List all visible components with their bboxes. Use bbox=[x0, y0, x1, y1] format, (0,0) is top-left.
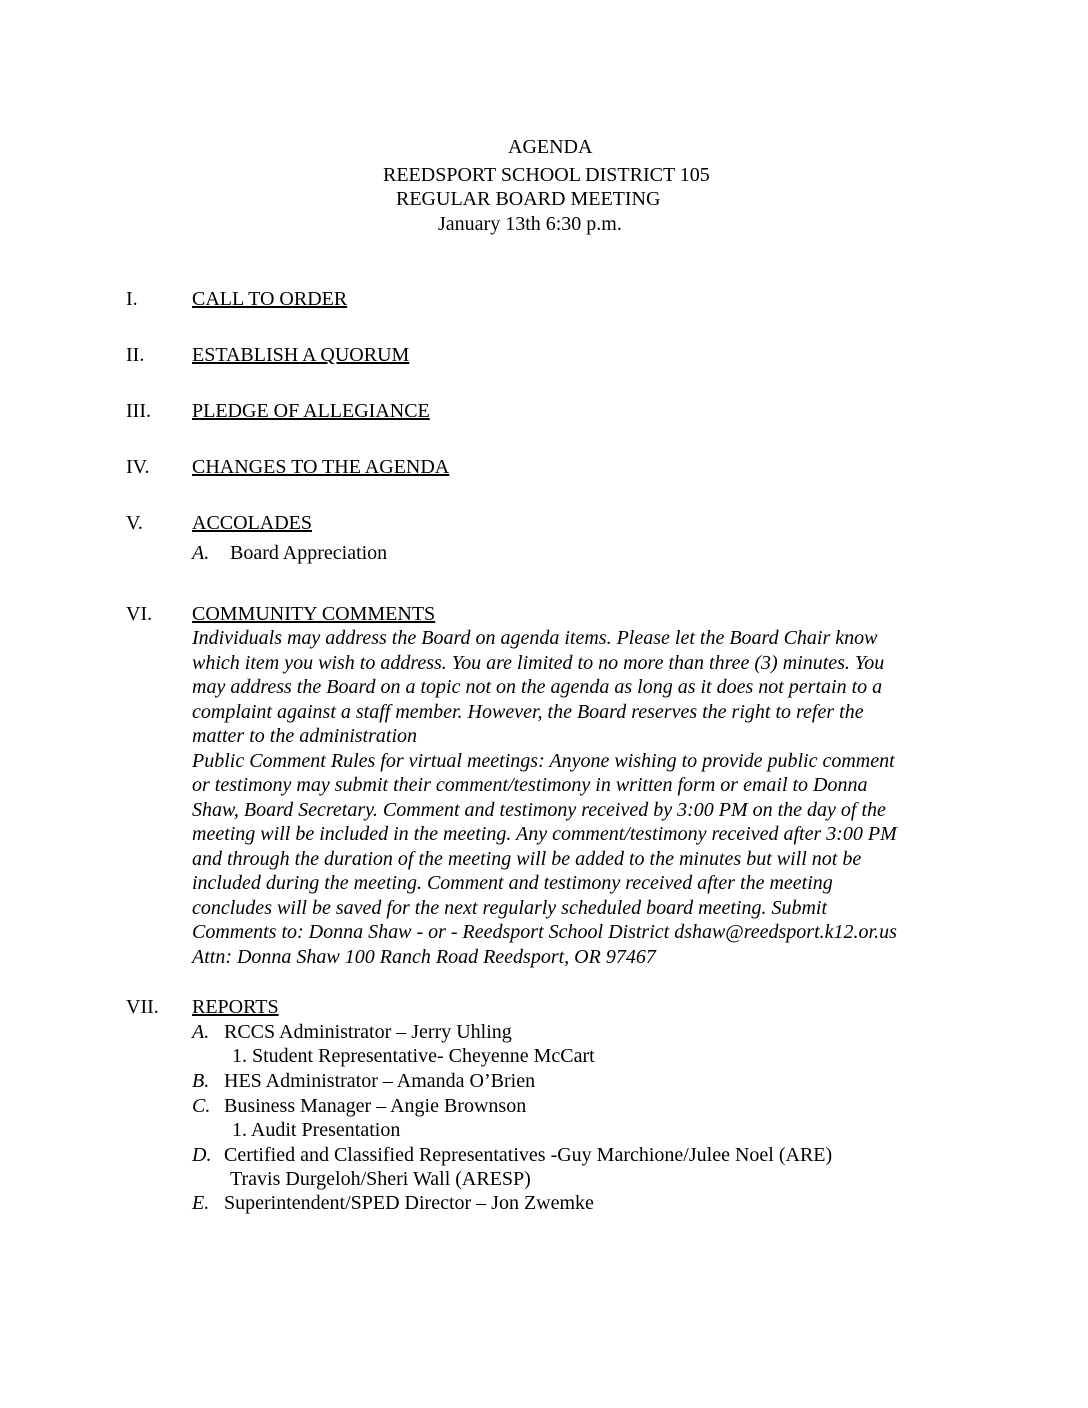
report-item-c-sub: 1. Audit Presentation bbox=[232, 1119, 401, 1141]
report-item-a bbox=[192, 1020, 512, 1044]
section-pledge: PLEDGE OF ALLEGIANCE bbox=[192, 400, 430, 422]
section-call-to-order: CALL TO ORDER bbox=[192, 288, 348, 310]
section-number: I. bbox=[126, 288, 138, 310]
community-comments-text bbox=[192, 626, 962, 969]
item-text: Business Manager – Angie Brownson bbox=[224, 1095, 527, 1117]
item-letter: A. bbox=[192, 1021, 210, 1043]
section-number: II. bbox=[126, 344, 145, 366]
meeting-date-time: January 13th 6:30 p.m. bbox=[438, 213, 622, 235]
item-text: RCCS Administrator – Jerry Uhling bbox=[224, 1021, 512, 1043]
section-changes-agenda: CHANGES TO THE AGENDA bbox=[192, 456, 450, 478]
meeting-type: REGULAR BOARD MEETING bbox=[396, 188, 661, 210]
item-text: Certified and Classified Representatives -Guy Marchione/Julee Noel (ARE) bbox=[224, 1144, 833, 1166]
item-letter: A. bbox=[192, 542, 210, 564]
virtual-meeting-rules: Public Comment Rules for virtual meetings: Anyone wishing to provide public comment or testimony may submit their comment/testimony in written form or email to Donna Shaw, Board Secretary. Comment and testimony received by 3:00 PM on the day of the meeting will be included in the meeting. Any comment/testimony received after 3:00 PM and through the duration of the meeting will be added to the minutes but will not be included during the meeting. Comment and testimony received after the meeting concludes will be saved for the next regularly scheduled board meeting. Submit Comments to: Donna Shaw - or - Reedsport School District dshaw@reedsport.k12.or.us Attn: Donna Shaw 100 Ranch Road Reedsport, OR 97467 bbox=[192, 749, 897, 968]
report-item-c bbox=[192, 1094, 526, 1118]
section-number: IV. bbox=[126, 456, 150, 478]
report-item-a-sub: 1. Student Representative- Cheyenne McCart bbox=[232, 1045, 595, 1067]
section-number: III. bbox=[126, 400, 151, 422]
section-establish-quorum: ESTABLISH A QUORUM bbox=[192, 344, 410, 366]
section-number: VII. bbox=[126, 996, 159, 1018]
report-item-e bbox=[192, 1191, 594, 1215]
section-reports: REPORTS bbox=[192, 996, 279, 1018]
item-text: HES Administrator – Amanda O’Brien bbox=[224, 1070, 536, 1092]
section-community-comments: COMMUNITY COMMENTS bbox=[192, 603, 436, 625]
report-item-d bbox=[192, 1143, 832, 1167]
item-letter: C. bbox=[192, 1095, 211, 1117]
section-accolades: ACCOLADES bbox=[192, 512, 313, 534]
agenda-title: AGENDA bbox=[508, 136, 593, 158]
report-item-b bbox=[192, 1069, 535, 1093]
accolades-item-a bbox=[192, 541, 387, 565]
section-number: V. bbox=[126, 512, 143, 534]
report-item-d-continued: Travis Durgeloh/Sheri Wall (ARESP) bbox=[230, 1168, 531, 1190]
item-letter: B. bbox=[192, 1070, 210, 1092]
district-name: REEDSPORT SCHOOL DISTRICT 105 bbox=[383, 164, 710, 186]
item-text: Superintendent/SPED Director – Jon Zwemke bbox=[224, 1192, 594, 1214]
comments-instructions: Individuals may address the Board on agenda items. Please let the Board Chair know which item you wish to address. You are limited to no more than three (3) minutes. You may address the Board on a topic not on the agenda as long as it does not pertain to a complaint against a staff member. However, the Board reserves the right to refer the matter to the administration bbox=[192, 627, 885, 747]
section-number: VI. bbox=[126, 603, 153, 625]
item-letter: E. bbox=[192, 1192, 210, 1214]
item-letter: D. bbox=[192, 1144, 212, 1166]
item-text: Board Appreciation bbox=[230, 542, 388, 564]
